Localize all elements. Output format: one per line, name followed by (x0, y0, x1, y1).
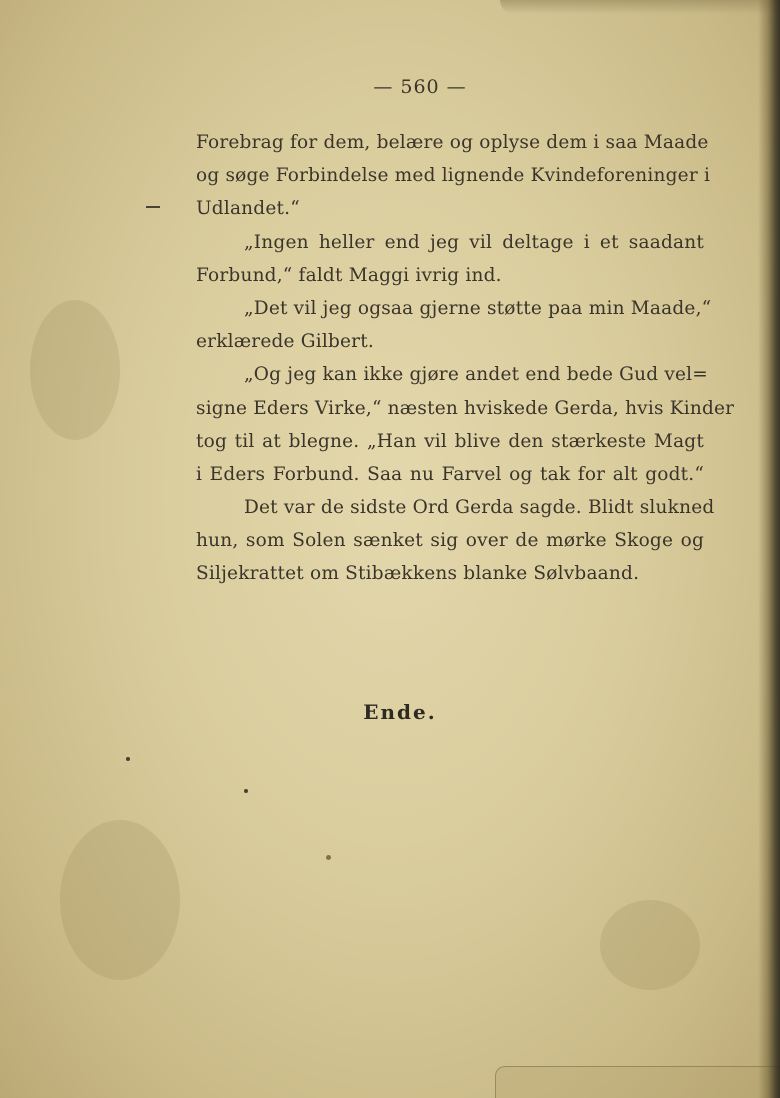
text-line: Udlandet.“ (196, 198, 300, 220)
text-line: og søge Forbindelse med lignende Kvindeforeninger i (196, 165, 711, 187)
ending-word: Ende. (363, 700, 437, 724)
margin-mark (146, 206, 160, 208)
text-line: erklærede Gilbert. (196, 331, 374, 353)
ink-speck (126, 757, 130, 761)
top-page-fold (500, 0, 780, 14)
text-line: hun, som Solen sænket sig over de mørke Skoge og (196, 530, 704, 552)
text-line: „Det vil jeg ogsaa gjerne støtte paa min Maade,“ (244, 297, 712, 319)
text-line: Forebrag for dem, belære og oplyse dem i saa Maade (196, 132, 709, 153)
text-line: tog til at blegne. „Han vil blive den stærkeste Magt (196, 430, 704, 452)
text-line: „Ingen heller end jeg vil deltage i et saadant (244, 231, 704, 253)
paper-stain (60, 820, 180, 980)
ink-speck (244, 789, 248, 793)
text-line: i Eders Forbund. Saa nu Farvel og tak for alt godt.“ (196, 463, 704, 485)
paper-stain (30, 300, 120, 440)
text-line: Siljekrattet om Stibækkens blanke Sølvbaand. (196, 563, 640, 585)
body-text (196, 126, 735, 591)
text-line: Forbund,“ faldt Maggi ivrig ind. (196, 264, 502, 286)
page-number: — 560 — (373, 76, 467, 98)
text-line: signe Eders Virke,“ næsten hviskede Gerda, hvis Kinder (196, 397, 735, 419)
paper-stain (600, 900, 700, 990)
binding-edge (758, 0, 780, 1098)
text-line: Det var de sidste Ord Gerda sagde. Blidt slukned (244, 497, 715, 519)
ink-speck (326, 855, 331, 860)
text-line: „Og jeg kan ikke gjøre andet end bede Gud vel= (244, 364, 709, 386)
bottom-page-fold (495, 1066, 780, 1098)
